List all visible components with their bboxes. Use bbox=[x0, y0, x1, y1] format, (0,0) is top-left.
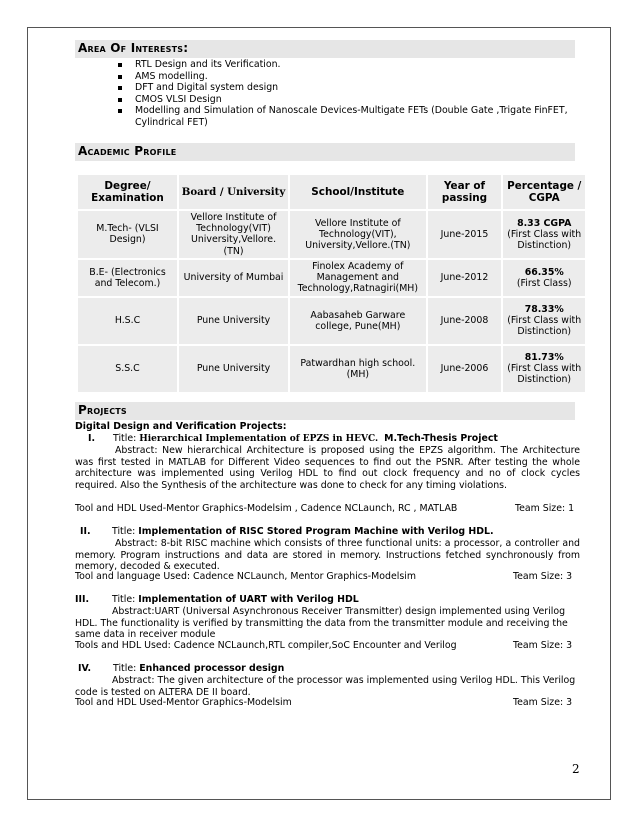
project-4-team: Team Size: 3 bbox=[513, 697, 573, 708]
cell-score: 66.35% (First Class) bbox=[503, 260, 585, 296]
cell-board: Pune University bbox=[179, 298, 288, 344]
cell-year: June-2006 bbox=[428, 346, 502, 392]
project-3-title-line: III. Title: Implementation of UART with Verilog HDL bbox=[75, 594, 359, 605]
cell-board: Vellore Institute of Technology(VIT) University,Vellore.(TN) bbox=[179, 211, 288, 258]
cell-school: Patwardhan high school.(MH) bbox=[290, 346, 425, 392]
header-percentage: Percentage / CGPA bbox=[503, 175, 585, 209]
header-year: Year of passing bbox=[428, 175, 502, 209]
bullet-icon bbox=[118, 98, 122, 102]
bullet-icon bbox=[118, 63, 122, 67]
table-row bbox=[78, 298, 585, 344]
table-row bbox=[78, 211, 585, 258]
cell-school: Finolex Academy of Management and Technology,Ratnagiri(MH) bbox=[290, 260, 425, 296]
table-header-row bbox=[78, 175, 585, 209]
project-4-abstract: Abstract: The given architecture of the processor was implemented using Verilog HDL. This Verilog code is tested on ALTERA DE II board. bbox=[75, 675, 576, 698]
project-3-tools: Tools and HDL Used: Cadence NCLaunch,RTL compiler,SoC Encounter and Verilog bbox=[75, 640, 457, 651]
table-row bbox=[78, 260, 585, 296]
cell-degree: S.S.C bbox=[78, 346, 177, 392]
cell-degree: H.S.C bbox=[78, 298, 177, 344]
project-1-title-line: I. Title: Hierarchical Implementation of EPZS in HEVC. M.Tech-Thesis Project bbox=[88, 433, 498, 444]
list-item: AMS modelling. bbox=[118, 71, 568, 83]
cell-school: Vellore Institute of Technology(VIT), University,Vellore.(TN) bbox=[290, 211, 425, 258]
list-item: DFT and Digital system design bbox=[118, 82, 568, 94]
projects-section-header bbox=[75, 402, 575, 420]
list-item: CMOS VLSI Design bbox=[118, 94, 568, 106]
cell-board: Pune University bbox=[179, 346, 288, 392]
project-4-tools: Tool and HDL Used-Mentor Graphics-Modelsim bbox=[75, 697, 292, 708]
list-item-continuation: Cylindrical FET) bbox=[135, 116, 208, 128]
list-item: Modelling and Simulation of Nanoscale Devices-Multigate FETs (Double Gate ,Trigate FinFET, bbox=[118, 105, 568, 117]
cell-degree: M.Tech- (VLSI Design) bbox=[78, 211, 177, 258]
bullet-icon bbox=[118, 109, 122, 113]
table-row bbox=[78, 346, 585, 392]
bullet-icon bbox=[118, 75, 122, 79]
interests-title: Area Of Interests: bbox=[78, 41, 189, 55]
cell-score: 78.33% (First Class with Distinction) bbox=[503, 298, 585, 344]
cell-score: 8.33 CGPA (First Class with Distinction) bbox=[503, 211, 585, 258]
header-board: Board / University bbox=[179, 175, 288, 209]
interests-section-header bbox=[75, 40, 575, 58]
list-item: RTL Design and its Verification. bbox=[118, 59, 568, 71]
project-2-team: Team Size: 3 bbox=[513, 571, 573, 582]
header-degree: Degree/ Examination bbox=[78, 175, 177, 209]
cell-year: June-2012 bbox=[428, 260, 502, 296]
project-2-tools: Tool and language Used: Cadence NCLaunch, Mentor Graphics-Modelsim bbox=[75, 571, 416, 582]
projects-heading: Digital Design and Verification Projects: bbox=[75, 421, 287, 432]
project-3-abstract: Abstract:UART (Universal Asynchronous Receiver Transmitter) design implemented using Verilog HDL. The functionality is verified by transmitting the data from the transmitter module and receiving the same data in receiver module bbox=[75, 606, 568, 641]
page-number: 2 bbox=[572, 762, 580, 776]
academic-title: Academic Profile bbox=[78, 144, 177, 158]
project-1-tools: Tool and HDL Used-Mentor Graphics-Modelsim , Cadence NCLaunch, RC , MATLAB bbox=[75, 503, 458, 514]
cell-board: University of Mumbai bbox=[179, 260, 288, 296]
cell-score: 81.73% (First Class with Distinction) bbox=[503, 346, 585, 392]
academic-section-header bbox=[75, 143, 575, 161]
project-1-team: Team Size: 1 bbox=[515, 503, 575, 514]
header-school: School/Institute bbox=[290, 175, 425, 209]
cell-school: Aabasaheb Garware college, Pune(MH) bbox=[290, 298, 425, 344]
project-2-title-line: II. Title: Implementation of RISC Stored Program Machine with Verilog HDL. bbox=[80, 526, 494, 537]
project-4-title-line: IV. Title: Enhanced processor design bbox=[78, 663, 285, 674]
cell-degree: B.E- (Electronics and Telecom.) bbox=[78, 260, 177, 296]
project-1-abstract: Abstract: New hierarchical Architecture is proposed using the EPZS algorithm. The Architecture was first tested in MATLAB for Different Video sequences to find out the PSNR. After testing the whole architecture was implemented using Verilog HDL to find out clock frequency and no of clock cycles required. Also the Synthesis of the architecture was done to check for any timing violations. bbox=[75, 445, 580, 491]
bullet-icon bbox=[118, 86, 122, 90]
cell-year: June-2015 bbox=[428, 211, 502, 258]
project-3-team: Team Size: 3 bbox=[513, 640, 573, 651]
projects-title: Projects bbox=[78, 403, 127, 417]
interests-list bbox=[118, 59, 568, 129]
academic-table bbox=[76, 173, 587, 394]
project-2-abstract: Abstract: 8-bit RISC machine which consists of three functional units: a processor, a controller and memory. Program instructions and data are stored in memory. Instructions fetched synchronously from memory, decoded & executed. bbox=[75, 538, 580, 573]
cell-year: June-2008 bbox=[428, 298, 502, 344]
